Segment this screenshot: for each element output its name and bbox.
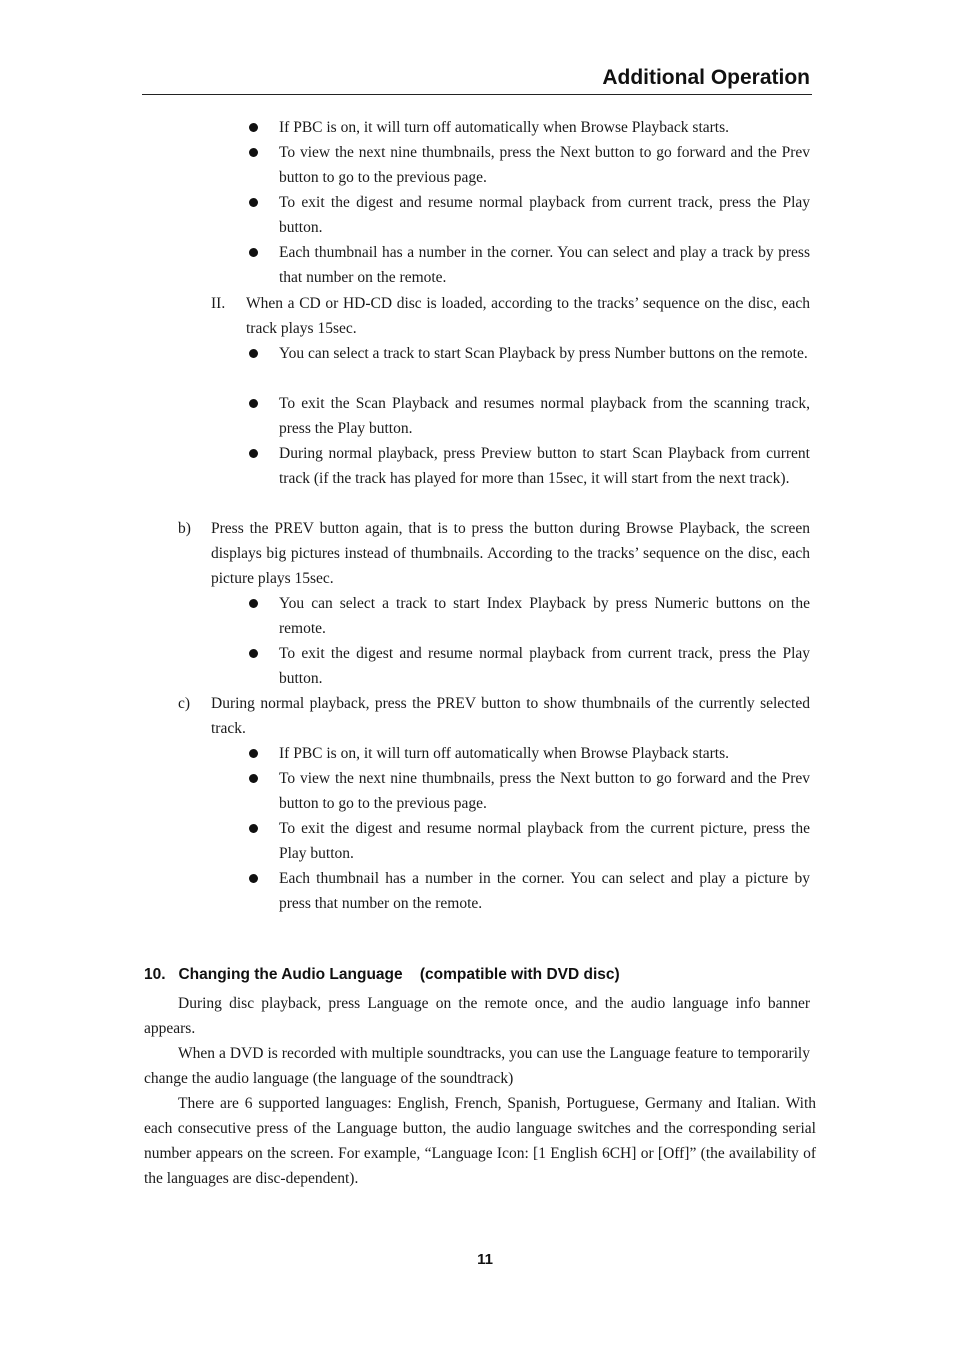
bullet-text: To exit the Scan Playback and resumes normal playback from the scanning track, press the Play button. <box>279 395 810 437</box>
list-marker-b: b) <box>178 520 191 537</box>
bullet-text: Each thumbnail has a number in the corner. You can select and play a picture by press that number on the remote. <box>279 870 810 912</box>
bullet-text: During normal playback, press Preview button to start Scan Playback from current track (if the track has played for more than 15sec, it will start from the next track). <box>279 445 810 487</box>
page-number: 11 <box>477 1251 493 1268</box>
bullet-icon <box>249 123 258 132</box>
bullet-text: If PBC is on, it will turn off automatically when Browse Playback starts. <box>279 745 730 762</box>
bullet-icon <box>249 399 258 408</box>
section-heading: 10. Changing the Audio Language (compatible with DVD disc) <box>144 966 620 983</box>
bullet-icon <box>249 749 258 758</box>
bullet-icon <box>249 874 258 883</box>
header-rule <box>142 94 812 95</box>
list-marker-ii: II. <box>211 295 226 312</box>
bullet-icon <box>249 774 258 783</box>
bullet-text: To view the next nine thumbnails, press the Next button to go forward and the Prev button to go to the previous page. <box>279 144 810 186</box>
bullet-text: To view the next nine thumbnails, press the Next button to go forward and the Prev button to go to the previous page. <box>279 770 810 812</box>
section-paragraph: When a DVD is recorded with multiple soundtracks, you can use the Language feature to temporarily change the audio language (the language of the soundtrack) <box>144 1045 810 1087</box>
bullet-icon <box>249 649 258 658</box>
list-marker-c: c) <box>178 695 191 712</box>
bullet-icon <box>249 248 258 257</box>
bullet-icon <box>249 198 258 207</box>
list-item-b-text: Press the PREV button again, that is to press the button during Browse Playback, the screen displays big pictures instead of thumbnails. According to the tracks’ sequence on the disc, each picture plays 15sec. <box>211 520 810 587</box>
bullet-icon <box>249 148 258 157</box>
bullet-text: To exit the digest and resume normal playback from current track, press the Play button. <box>279 645 810 687</box>
bullet-icon <box>249 449 258 458</box>
bullet-icon <box>249 349 258 358</box>
list-item-ii-text: When a CD or HD-CD disc is loaded, according to the tracks’ sequence on the disc, each track plays 15sec. <box>246 295 810 337</box>
bullet-text: To exit the digest and resume normal playback from the current picture, press the Play button. <box>279 820 810 862</box>
section-paragraph: During disc playback, press Language on the remote once, and the audio language info banner appears. <box>144 995 810 1037</box>
bullet-text: To exit the digest and resume normal playback from current track, press the Play button. <box>279 194 810 236</box>
page-header-title: Additional Operation <box>602 66 810 89</box>
bullet-text: You can select a track to start Index Playback by press Numeric buttons on the remote. <box>279 595 810 637</box>
bullet-icon <box>249 599 258 608</box>
list-item-c-text: During normal playback, press the PREV button to show thumbnails of the currently selected track. <box>211 695 810 737</box>
bullet-icon <box>249 824 258 833</box>
section-paragraph: There are 6 supported languages: English, French, Spanish, Portuguese, Germany and Italian. With each consecutive press of the Language button, the audio language switches and the corresponding serial number appears on the screen. For example, “Language Icon: [1 English 6CH] or [Off]” (the availability of the languages are disc-dependent). <box>144 1095 816 1187</box>
bullet-text: If PBC is on, it will turn off automatically when Browse Playback starts. <box>279 119 730 136</box>
bullet-text: Each thumbnail has a number in the corner. You can select and play a track by press that number on the remote. <box>279 244 810 286</box>
bullet-text: You can select a track to start Scan Playback by press Number buttons on the remote. <box>279 345 808 362</box>
